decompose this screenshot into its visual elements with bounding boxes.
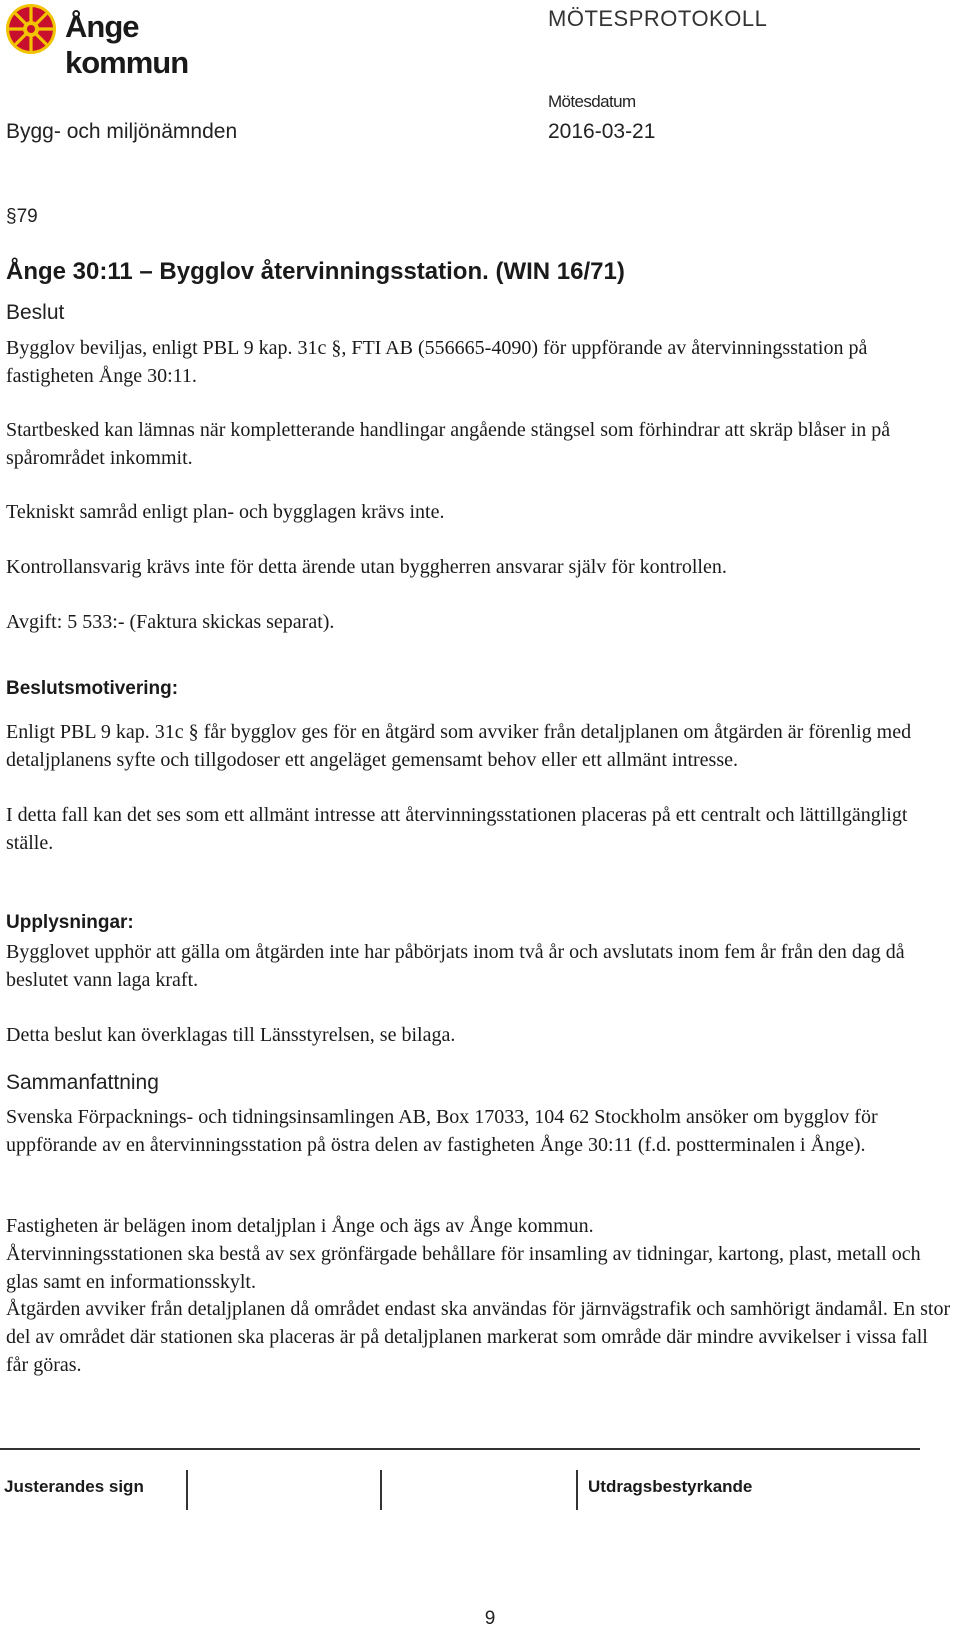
motivation-heading: Beslutsmotivering: xyxy=(6,678,179,699)
information-paragraph: Bygglovet upphör att gälla om åtgärden inte har påbörjats inom två år och avslutats inom fem år från den dag då beslutet vann laga kraft. xyxy=(6,941,905,991)
decision-heading: Beslut xyxy=(6,301,65,324)
decision-paragraph: Startbesked kan lämnas när kompletterande handlingar angående stängsel som förhindrar att skräp blåser in på spårområdet inkommit. xyxy=(6,419,891,469)
case-title: Ånge 30:11 – Bygglov återvinningsstation. (WIN 16/71) xyxy=(6,258,625,285)
document-type: MÖTESPROTOKOLL xyxy=(548,6,768,31)
summary-paragraph: Åtgärden avviker från detaljplanen då området endast ska användas för järnvägstrafik och samhörigt ändamål. En stor del av området där stationen ska placeras är på detaljplanen markerat som område där mindre avvikelser i vissa fall får göras. xyxy=(6,1298,951,1376)
signature-box-divider xyxy=(380,1470,382,1510)
adjuster-signature-label: Justerandes sign xyxy=(4,1477,144,1496)
decision-paragraph: Bygglov beviljas, enligt PBL 9 kap. 31c §, FTI AB (556665-4090) för uppförande av återvinningsstation på fastigheten Ånge 30:11. xyxy=(6,337,868,387)
information-paragraph: Detta beslut kan överklagas till Länsstyrelsen, se bilaga. xyxy=(6,1024,456,1046)
decision-paragraph: Kontrollansvarig krävs inte för detta ärende utan byggherren ansvarar själv för kontrollen. xyxy=(6,556,727,578)
committee-name: Bygg- och miljönämnden xyxy=(6,120,238,143)
signature-box-divider xyxy=(576,1470,578,1510)
motivation-paragraph: Enligt PBL 9 kap. 31c § får bygglov ges för en åtgärd som avviker från detaljplanen om åtgärden är förenlig med detaljplanens syfte och tillgodoser ett angeläget gemensamt behov eller ett allmänt intresse. xyxy=(6,721,912,771)
information-heading: Upplysningar: xyxy=(6,912,134,933)
meeting-date-value: 2016-03-21 xyxy=(548,120,656,143)
summary-paragraph: Fastigheten är belägen inom detaljplan i Ånge och ägs av Ånge kommun. xyxy=(6,1215,594,1237)
municipality-name: Ånge kommun xyxy=(65,9,189,80)
summary-paragraph: Återvinningsstationen ska bestå av sex grönfärgade behållare för insamling av tidningar, kartong, plast, metall och glas samt en informationsskylt. xyxy=(6,1243,921,1293)
motivation-paragraph: I detta fall kan det ses som ett allmänt intresse att återvinningsstationen placeras på ett centralt och lättillgängligt ställe. xyxy=(6,804,908,854)
sun-wheel-emblem-icon xyxy=(5,3,57,55)
extract-certification-label: Utdragsbestyrkande xyxy=(588,1477,753,1496)
summary-paragraph: Svenska Förpacknings- och tidningsinsamlingen AB, Box 17033, 104 62 Stockholm ansöker om bygglov för uppförande av en återvinningsstation på östra delen av fastigheten Ånge 30:11 (f.d. postterminalen i Ånge). xyxy=(6,1106,878,1156)
meeting-date-label: Mötesdatum xyxy=(548,92,636,111)
signature-box-divider xyxy=(186,1470,188,1510)
decision-paragraph: Avgift: 5 533:- (Faktura skickas separat). xyxy=(6,611,335,633)
paragraph-number: §79 xyxy=(6,206,38,227)
footer-divider xyxy=(0,1448,920,1450)
decision-paragraph: Tekniskt samråd enligt plan- och bygglagen krävs inte. xyxy=(6,501,445,523)
page-number: 9 xyxy=(484,1608,496,1629)
municipality-logo xyxy=(5,3,245,80)
summary-heading: Sammanfattning xyxy=(6,1071,159,1094)
